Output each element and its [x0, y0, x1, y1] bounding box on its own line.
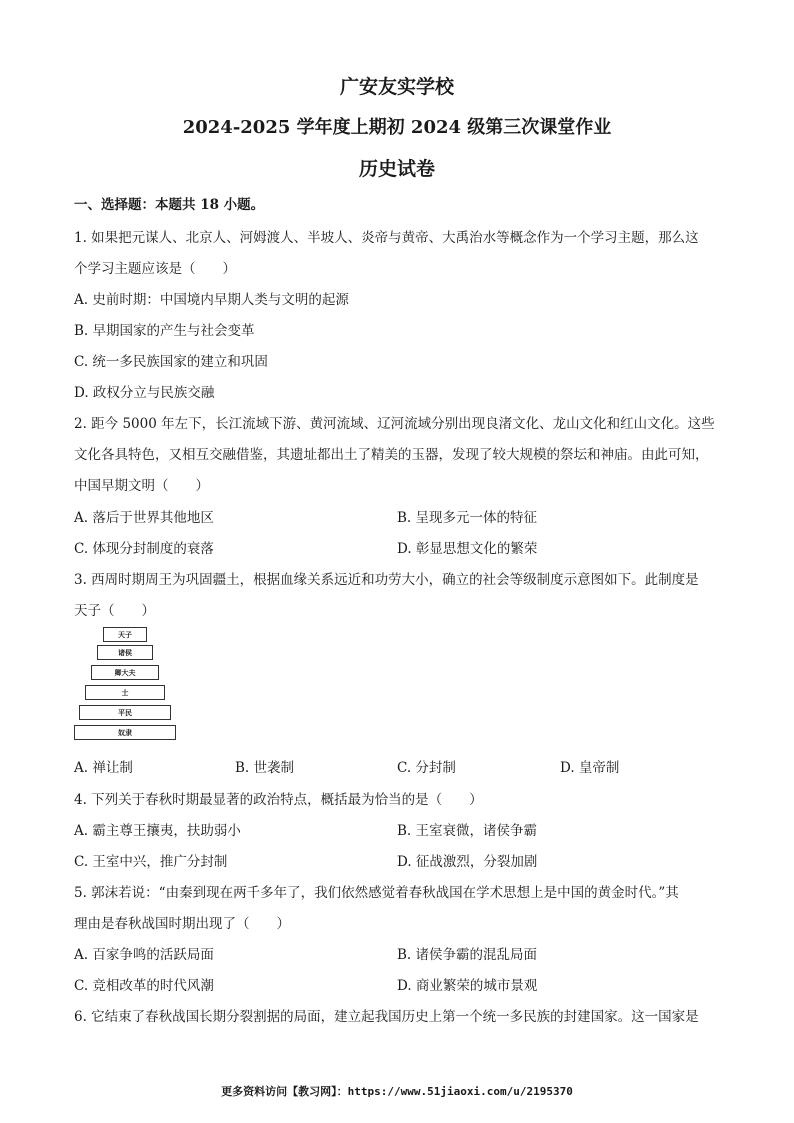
q3-option-b: B. 世袭制 — [235, 760, 295, 776]
q5-option-c: C. 竞相改革的时代风潮 — [74, 978, 214, 994]
q5-option-b: B. 诸侯争霸的混乱局面 — [397, 947, 538, 963]
q5-stem-line2: 理由是春秋战国时期出现了（ ） — [74, 916, 290, 932]
term-title: 2024-2025 学年度上期初 2024 级第三次课堂作业 — [182, 117, 612, 138]
pyramid-level-tianzi: 天子 — [103, 627, 147, 642]
q2-option-a: A. 落后于世界其他地区 — [74, 510, 214, 526]
q5-option-d: D. 商业繁荣的城市景观 — [397, 978, 538, 994]
q4-stem: 4. 下列关于春秋时期最显著的政治特点，概括最为恰当的是（ ） — [74, 792, 483, 808]
q2-stem-line3: 中国早期文明（ ） — [74, 478, 209, 494]
hierarchy-pyramid-diagram — [74, 627, 176, 745]
q2-stem-line1: 2. 距今 5000 年左下，长江流域下游、黄河流域、辽河流域分别出现良渚文化、龙山文化和红山文化。这些 — [74, 416, 715, 432]
q3-option-a: A. 禅让制 — [74, 760, 133, 776]
q1-stem-line1: 1. 如果把元谋人、北京人、河姆渡人、半坡人、炎帝与黄帝、大禹治水等概念作为一个学习主题，那么这 — [74, 230, 699, 246]
pyramid-level-shi: 士 — [85, 685, 165, 700]
q6-stem-line1: 6. 它结束了春秋战国长期分裂割据的局面，建立起我国历史上第一个统一多民族的封建国家。这一国家是 — [74, 1009, 699, 1025]
subject-title: 历史试卷 — [358, 158, 435, 180]
q1-option-c: C. 统一多民族国家的建立和巩固 — [74, 354, 268, 370]
q4-option-a: A. 霸主尊王攘夷，扶助弱小 — [74, 823, 241, 839]
q4-option-c: C. 王室中兴，推广分封制 — [74, 854, 228, 870]
q2-option-b: B. 呈现多元一体的特征 — [397, 510, 538, 526]
q4-option-d: D. 征战激烈，分裂加剧 — [397, 854, 538, 870]
q1-option-d: D. 政权分立与民族交融 — [74, 385, 215, 401]
pyramid-level-zhuhou: 诸侯 — [97, 645, 153, 660]
q3-stem-line2: 天子（ ） — [74, 603, 155, 619]
pyramid-level-nuli: 奴隶 — [74, 725, 176, 740]
q2-option-c: C. 体现分封制度的衰落 — [74, 541, 214, 557]
q1-option-b: B. 早期国家的产生与社会变革 — [74, 323, 255, 339]
q1-stem-line2: 个学习主题应该是（ ） — [74, 261, 236, 277]
q1-option-a: A. 史前时期：中国境内早期人类与文明的起源 — [74, 292, 349, 308]
q3-option-d: D. 皇帝制 — [560, 760, 620, 776]
section-heading: 一、选择题：本题共 18 小题。 — [74, 197, 265, 213]
q3-option-c: C. 分封制 — [397, 760, 456, 776]
pyramid-level-qingdafu: 卿大夫 — [91, 665, 159, 680]
q5-stem-line1: 5. 郭沫若说：“由秦到现在两千多年了，我们依然感觉着春秋战国在学术思想上是中国的黄金时代。”其 — [74, 885, 679, 901]
q2-stem-line2: 文化各具特色，又相互交融借鉴，其遗址都出土了精美的玉器，发现了较大规模的祭坛和神庙。由此可知， — [74, 447, 709, 463]
pyramid-level-pingmin: 平民 — [79, 705, 171, 720]
q5-option-a: A. 百家争鸣的活跃局面 — [74, 947, 214, 963]
q2-option-d: D. 彰显思想文化的繁荣 — [397, 541, 538, 557]
school-title: 广安友实学校 — [339, 76, 454, 98]
q3-stem-line1: 3. 西周时期周王为巩固疆土，根据血缘关系远近和功劳大小，确立的社会等级制度示意图如下。此制度是 — [74, 572, 699, 588]
footer-resource-link[interactable]: 更多资料访问【教习网】：https://www.51jiaoxi.com/u/2195370 — [221, 1085, 573, 1098]
q4-option-b: B. 王室衰微，诸侯争霸 — [397, 823, 538, 839]
